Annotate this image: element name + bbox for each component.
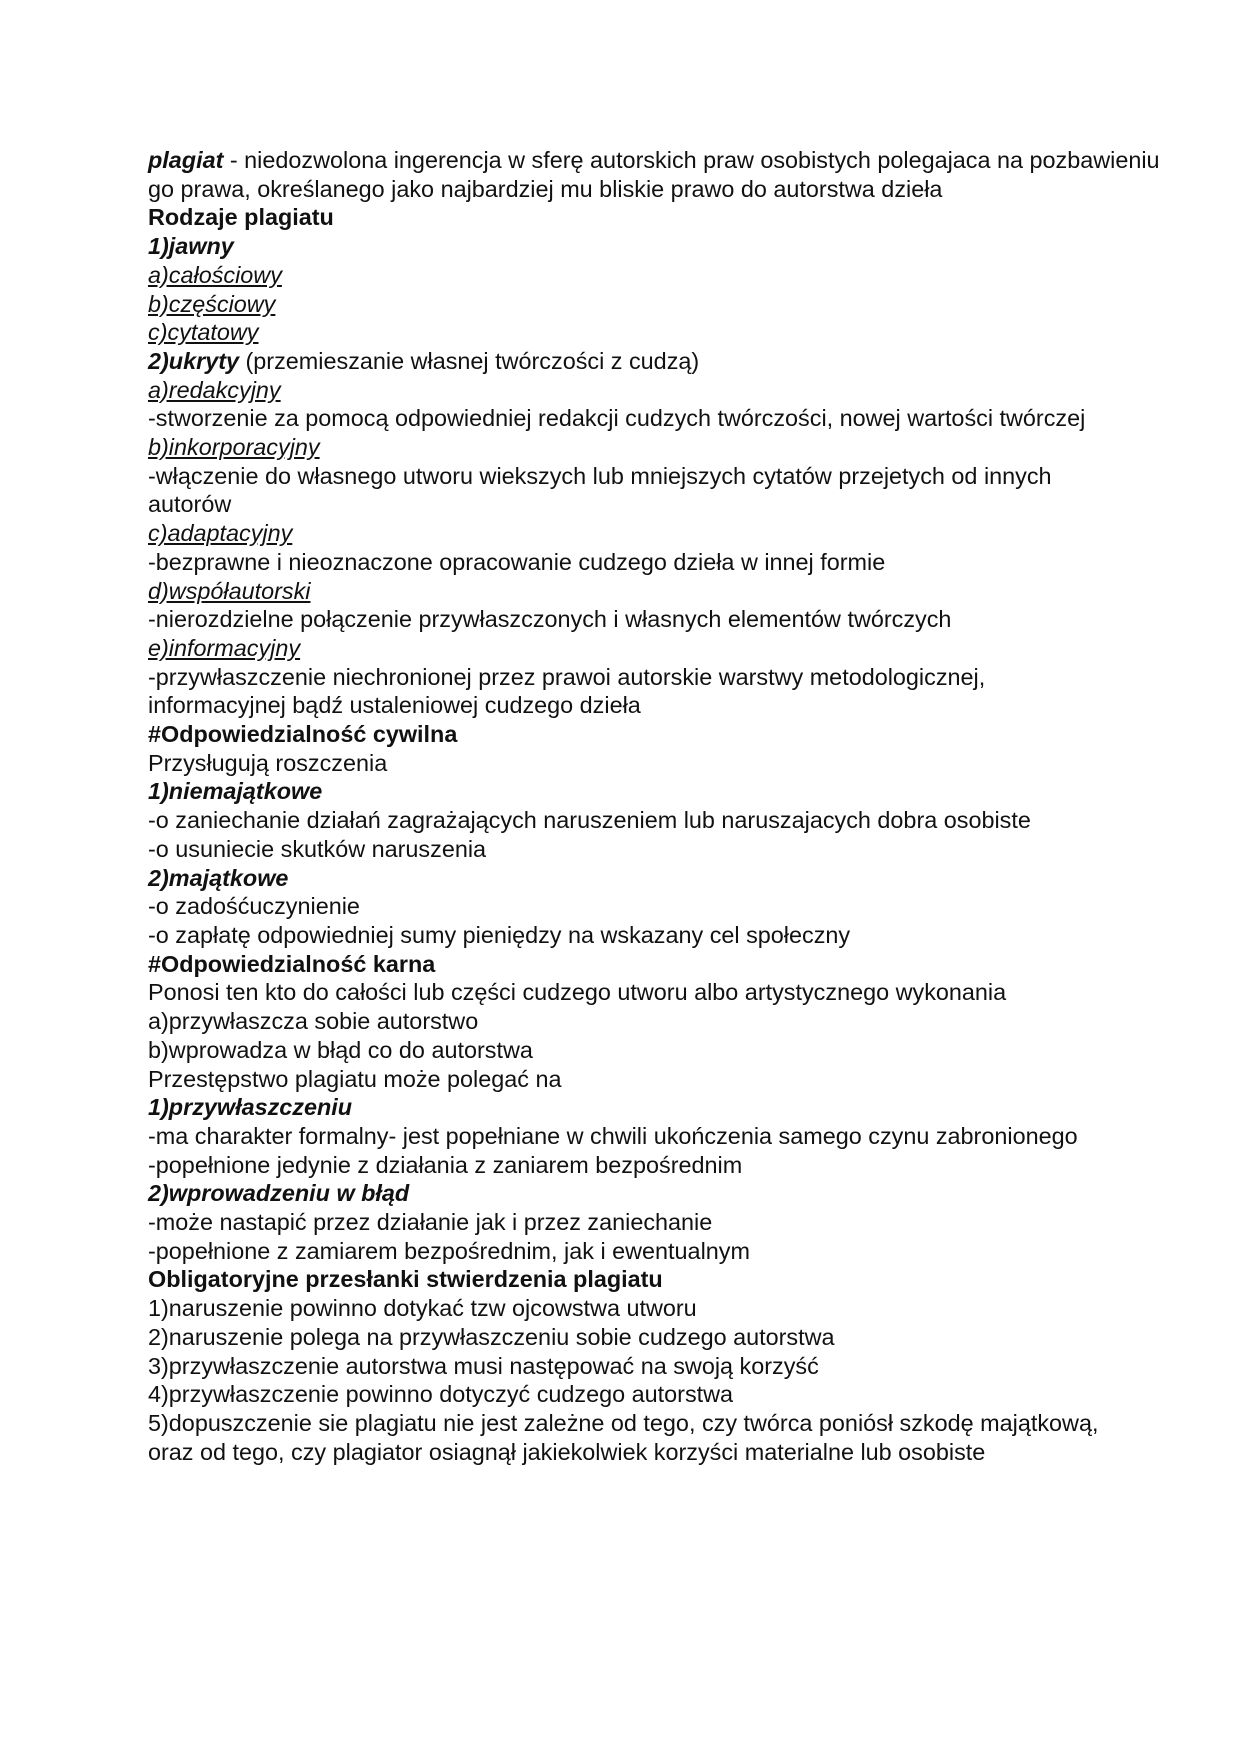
covert-subtype-desc: -nierozdzielne połączenie przywłaszczonych i własnych elementów twórczych	[148, 606, 952, 633]
type-covert-label: 2)ukryty	[148, 347, 240, 374]
document-page	[148, 146, 1160, 1466]
premise-item: 2)naruszenie polega na przywłaszczeniu sobie cudzego autorstwa	[148, 1323, 835, 1350]
civil-property-item: -o zapłatę odpowiedniej sumy pieniędzy na wskazany cel społeczny	[148, 921, 851, 948]
criminal-intro: Ponosi ten kto do całości lub części cudzego utworu albo artystycznego wykonania	[148, 979, 1007, 1006]
civil-heading: #Odpowiedzialność cywilna	[148, 721, 458, 748]
covert-subtype-desc: -przywłaszczenie niechronionej przez prawoi autorskie warstwy metodologicznej, informacyjnej bądź ustaleniowej cudzego dzieła	[148, 663, 986, 719]
type-overt-label: 1)jawny	[148, 233, 234, 260]
covert-subtype-desc: -bezprawne i nieoznaczone opracowanie cudzego dzieła w innej formie	[148, 548, 886, 575]
appropriation-item: -popełnione jedynie z działania z zaniarem bezpośrednim	[148, 1151, 743, 1178]
criminal-item: a)przywłaszcza sobie autorstwo	[148, 1008, 479, 1035]
overt-subtype: b)częściowy	[148, 290, 276, 317]
types-heading: Rodzaje plagiatu	[148, 204, 334, 231]
civil-property-label: 2)majątkowe	[148, 864, 289, 891]
covert-subtype-label: b)inkorporacyjny	[148, 434, 320, 461]
definition-continuation: go prawa, określanego jako najbardziej mu bliskie prawo do autorstwa dzieła	[148, 175, 943, 202]
type-covert-note: (przemieszanie własnej twórczości z cudzą)	[239, 347, 700, 374]
criminal-item: b)wprowadza w błąd co do autorstwa	[148, 1036, 533, 1063]
civil-non-property-item: -o zaniechanie działań zagrażających naruszeniem lub naruszajacych dobra osobiste	[148, 807, 1031, 834]
misleading-item: -popełnione z zamiarem bezpośrednim, jak i ewentualnym	[148, 1237, 750, 1264]
premises-heading: Obligatoryjne przesłanki stwierdzenia plagiatu	[148, 1266, 663, 1293]
premise-item: 5)dopuszczenie sie plagiatu nie jest zależne od tego, czy twórca poniósł szkodę majątkową, oraz od tego, czy plagiator osiagnął jakiekolwiek korzyści materialne lub osobiste	[148, 1409, 1099, 1465]
overt-subtype: a)całościowy	[148, 261, 282, 288]
premise-item: 1)naruszenie powinno dotykać tzw ojcowstwa utworu	[148, 1295, 697, 1322]
criminal-heading: #Odpowiedzialność karna	[148, 950, 436, 977]
civil-intro: Przysługują roszczenia	[148, 749, 388, 776]
civil-property-item: -o zadośćuczynienie	[148, 893, 360, 920]
definition-line	[148, 146, 1160, 175]
type-covert-line	[148, 347, 1108, 376]
covert-subtype-label: d)współautorski	[148, 577, 311, 604]
covert-subtype-label: e)informacyjny	[148, 634, 301, 661]
premise-item: 4)przywłaszczenie powinno dotyczyć cudzego autorstwa	[148, 1381, 734, 1408]
civil-non-property-label: 1)niemajątkowe	[148, 778, 323, 805]
misleading-label: 2)wprowadzeniu w błąd	[148, 1180, 410, 1207]
term-definition: - niedozwolona ingerencja w sferę autorskich praw osobistych polegajaca na pozbawieniu	[223, 147, 1160, 173]
covert-subtype-label: a)redakcyjny	[148, 376, 281, 403]
covert-subtype-desc: -stworzenie za pomocą odpowiedniej redakcji cudzych twórczości, nowej wartości twórczej	[148, 405, 1086, 432]
crime-intro: Przestępstwo plagiatu może polegać na	[148, 1065, 562, 1092]
overt-subtype: c)cytatowy	[148, 319, 259, 346]
civil-non-property-item: -o usuniecie skutków naruszenia	[148, 835, 487, 862]
term-plagiat: plagiat	[148, 147, 224, 173]
covert-subtype-desc: -włączenie do własnego utworu wiekszych lub mniejszych cytatów przejetych od innych autorów	[148, 462, 1052, 518]
premise-item: 3)przywłaszczenie autorstwa musi następować na swoją korzyść	[148, 1352, 819, 1379]
appropriation-label: 1)przywłaszczeniu	[148, 1094, 353, 1121]
covert-subtype-label: c)adaptacyjny	[148, 520, 293, 547]
misleading-item: -może nastapić przez działanie jak i przez zaniechanie	[148, 1209, 713, 1236]
appropriation-item: -ma charakter formalny- jest popełniane w chwili ukończenia samego czynu zabronionego	[148, 1122, 1078, 1149]
